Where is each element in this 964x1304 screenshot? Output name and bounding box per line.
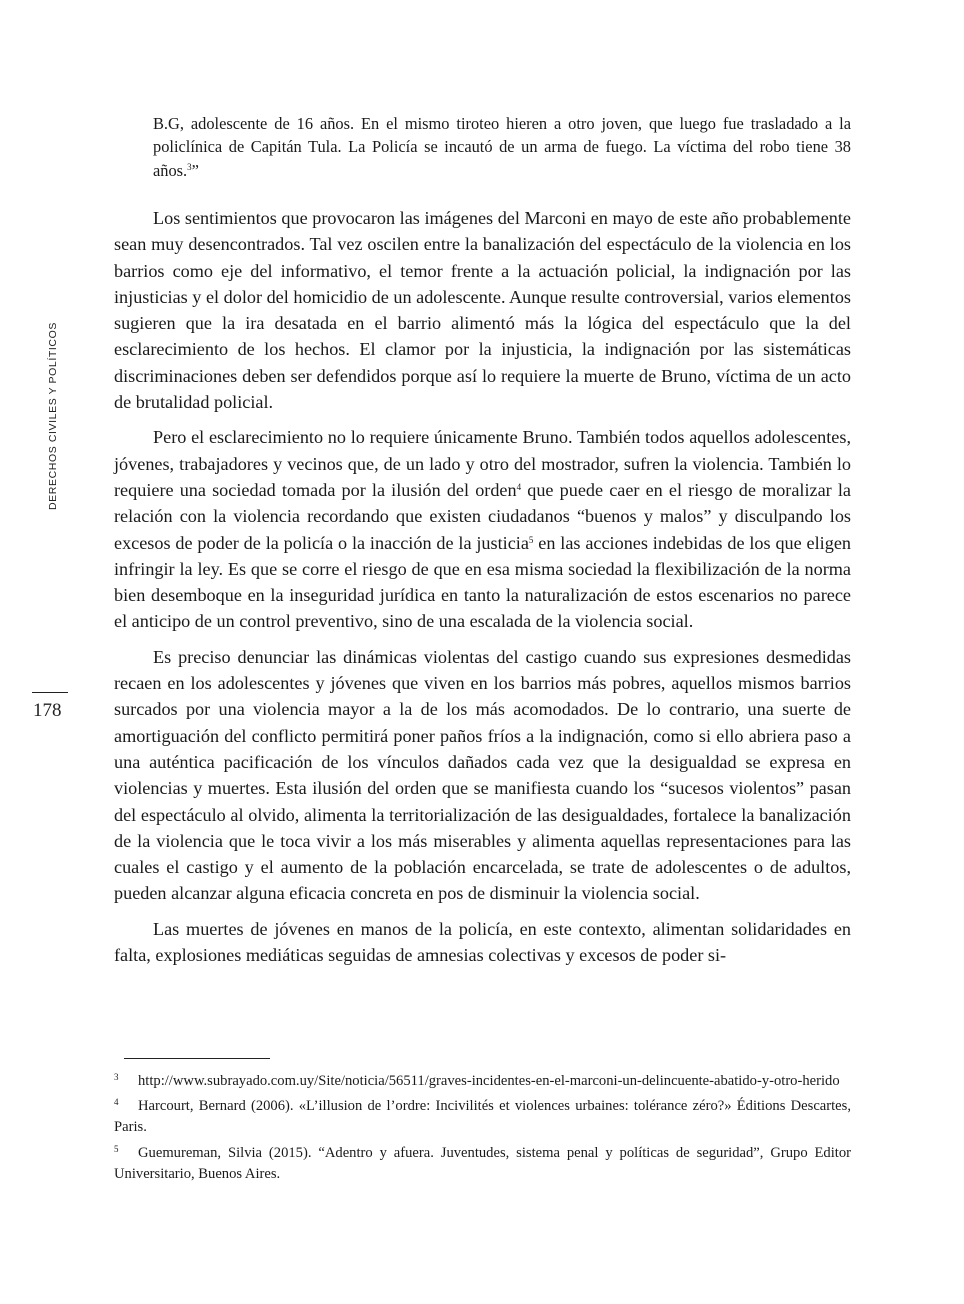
footnote-number: 5 (114, 1143, 119, 1154)
footnote-text: Harcourt, Bernard (2006). «L’illusion de l’ordre: Incivilités et violences urbaines: tolérance zéro?» Éditions Descartes, Paris. (114, 1098, 851, 1136)
body-text (114, 205, 851, 968)
footnote-text: http://www.subrayado.com.uy/Site/noticia/56511/graves-incidentes-en-el-marconi-un-delincuente-abatido-y-otro-herido (138, 1073, 840, 1089)
block-quote (153, 112, 851, 182)
paragraph-1: Los sentimientos que provocaron las imágenes del Marconi en mayo de este año probablemente sean muy desencontrados. Tal vez oscilen entre la banalización del espectáculo de la violencia en los barrios como eje del informativo, el temor frente a la actuación policial, la indignación por las injusticias y el dolor del homicidio de un adolescente. Aunque resulte controversial, varios elementos sugieren que la ira desatada en el barrio alimentó más la lógica del espectáculo que la del esclarecimiento de los hechos. El clamor por la injusticia, la indignación por las sistemáticas discriminaciones deben ser defendidos porque así lo requiere la muerte de Bruno, víctima de un acto de brutalidad policial. (114, 208, 851, 413)
quote-closing-mark: ” (191, 160, 199, 180)
paragraph-2-part-c: en las acciones indebidas de los que eligen infringir la ley. Es que se corre el riesgo de que en esa misma sociedad la flexibilización de la norma bien desemboque en la inseguridad jurídica en tanto la naturalización de estos escenarios no parece el anticipo de un control preventivo, sino de una escalada de la violencia social. (114, 532, 851, 632)
paragraph-2 (114, 424, 851, 634)
footnote-text: Guemureman, Silvia (2015). “Adentro y afuera. Juventudes, sistema penal y políticas de seguridad”, Grupo Editor Universitario, Buenos Aires. (114, 1144, 851, 1182)
footnote (114, 1092, 851, 1138)
footnote (114, 1139, 851, 1185)
page-number: 178 (33, 700, 62, 721)
page-number-rule (32, 692, 68, 693)
footnote-ref-3: 3 (187, 161, 192, 172)
paragraph-4: Las muertes de jóvenes en manos de la policía, en este contexto, alimentan solidaridades en falta, explosiones mediáticas seguidas de amnesias colectivas y excesos de poder si- (114, 918, 851, 966)
side-label-text: DERECHOS CIVILES Y POLÍTICOS (47, 322, 59, 510)
footnote-ref-5: 5 (528, 534, 534, 545)
footnote-number: 4 (114, 1097, 119, 1108)
footnote (114, 1067, 851, 1092)
running-header-side (47, 322, 67, 720)
paragraph-2-part-b: que puede caer en el riesgo de moralizar la relación con la violencia recordando que existen ciudadanos “buenos y malos” y disculpando los excesos de poder de la policía o la inacción de la justicia (114, 479, 852, 553)
paragraph-2-part-a: Pero el esclarecimiento no lo requiere únicamente Bruno. También todos aquellos adolescentes, jóvenes, trabajadores y vecinos que, de un lado y otro del mostrador, sufren la violencia. También lo requiere una sociedad tomada por la ilusión del orden (114, 427, 851, 500)
footnotes (114, 1067, 851, 1185)
footnote-number: 3 (114, 1072, 119, 1082)
quote-text: B.G, adolescente de 16 años. En el mismo tiroteo hieren a otro joven, que luego fue trasladado a la policlínica de Capitán Tula. La Policía se incautó de un arma de fuego. La víctima del robo tiene 38 años. (153, 114, 851, 180)
footnote-ref-4: 4 (516, 481, 522, 492)
paragraph-3: Es preciso denunciar las dinámicas violentas del castigo cuando sus expresiones desmedidas recaen en los adolescentes y jóvenes que viven en los barrios más pobres, aquellos mismos barrios surcados por una violencia mayor a la de los más acomodados. De lo contrario, una suerte de amortiguación del conflicto permitirá poner paños fríos a la indignación, como si ello abriera paso a una auténtica pacificación de los vínculos dañados cada vez que la desigualdad se expresa en violencias y muertes. Esta ilusión del orden que se manifiesta cuando los “sucesos violentos” pasan del espectáculo al olvido, alimenta la territorialización de las desigualdades, fortalece la banalización de la violencia que le toca vivir a los más miserables y alimenta aquellas representaciones para las cuales el castigo y el aumento de la población encarcelada, se trate de adolescentes o de adultos, pueden alcanzar alguna eficacia concreta en pos de disminuir la violencia social. (114, 646, 851, 904)
footnote-separator (124, 1058, 270, 1059)
